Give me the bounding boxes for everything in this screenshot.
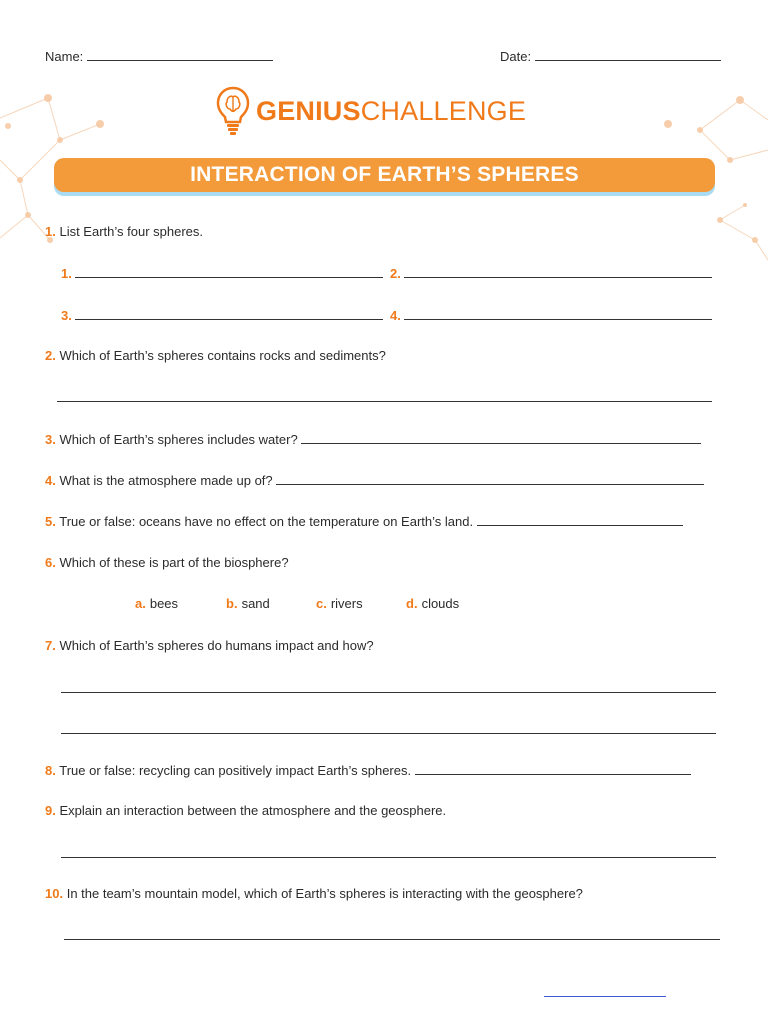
question-number: 5. [45, 514, 56, 529]
name-label: Name: [45, 49, 84, 64]
q2-answer-line[interactable] [57, 401, 712, 402]
choice-a[interactable] [135, 596, 178, 611]
answer-number: 3. [61, 308, 72, 323]
question-text: True or false: recycling can positively impact Earth’s spheres. [59, 763, 412, 778]
question-number: 9. [45, 803, 56, 818]
choice-letter: b. [226, 596, 238, 611]
date-label: Date: [500, 49, 532, 64]
question-9 [45, 803, 446, 818]
question-text: Which of these is part of the biosphere? [59, 555, 289, 570]
answer-line[interactable] [75, 307, 383, 320]
question-text: Which of Earth’s spheres do humans impact and how? [59, 638, 374, 653]
lightbulb-brain-icon [216, 86, 250, 136]
q1-answer-1[interactable] [61, 265, 383, 281]
question-number: 10. [45, 886, 64, 901]
question-1 [45, 224, 203, 239]
answer-number: 2. [390, 266, 401, 281]
q8-answer-line[interactable] [415, 762, 691, 775]
logo-text-regular: CHALLENGE [360, 95, 527, 126]
q7-answer-line-2[interactable] [61, 733, 716, 734]
question-number: 6. [45, 555, 56, 570]
q9-answer-line[interactable] [61, 857, 716, 858]
question-5 [45, 513, 683, 529]
question-number: 7. [45, 638, 56, 653]
q1-answer-2[interactable] [390, 265, 712, 281]
genius-challenge-logo [216, 86, 526, 136]
molecule-background-decoration [0, 0, 768, 300]
choice-text: rivers [330, 596, 363, 611]
title-banner [54, 158, 715, 192]
question-text: Which of Earth’s spheres contains rocks and sediments? [59, 348, 386, 363]
question-3 [45, 431, 701, 447]
question-number: 1. [45, 224, 56, 239]
name-field[interactable] [45, 48, 273, 64]
choice-text: bees [149, 596, 179, 611]
name-blank[interactable] [87, 48, 273, 61]
worksheet-title: INTERACTION OF EARTH’S SPHERES [190, 163, 579, 186]
choice-letter: d. [406, 596, 418, 611]
answer-number: 4. [390, 308, 401, 323]
answer-line[interactable] [404, 307, 712, 320]
question-7 [45, 638, 374, 653]
date-field[interactable] [500, 48, 721, 64]
question-text: In the team’s mountain model, which of Earth’s spheres is interacting with the geosphere? [66, 886, 583, 901]
choice-b[interactable] [226, 596, 270, 611]
q10-answer-line[interactable] [64, 939, 720, 940]
question-6 [45, 555, 289, 570]
answer-number: 1. [61, 266, 72, 281]
question-text: Explain an interaction between the atmosphere and the geosphere. [59, 803, 447, 818]
question-4 [45, 472, 704, 488]
answer-line[interactable] [75, 265, 383, 278]
question-text: What is the atmosphere made up of? [59, 473, 273, 488]
question-text: True or false: oceans have no effect on the temperature on Earth’s land. [59, 514, 474, 529]
q5-answer-line[interactable] [477, 513, 683, 526]
q1-answer-3[interactable] [61, 307, 383, 323]
choice-letter: a. [135, 596, 146, 611]
date-blank[interactable] [535, 48, 721, 61]
q4-answer-line[interactable] [276, 472, 704, 485]
q1-answer-4[interactable] [390, 307, 712, 323]
choice-text: sand [241, 596, 270, 611]
logo-wordmark [256, 96, 526, 127]
question-2 [45, 348, 386, 363]
question-number: 4. [45, 473, 56, 488]
choice-text: clouds [421, 596, 460, 611]
logo-text-bold: GENIUS [256, 95, 361, 126]
choice-c[interactable] [316, 596, 363, 611]
question-8 [45, 762, 691, 778]
question-number: 3. [45, 432, 56, 447]
q3-answer-line[interactable] [301, 431, 701, 444]
choice-letter: c. [316, 596, 327, 611]
choice-d[interactable] [406, 596, 459, 611]
question-10 [45, 886, 583, 901]
footer-link-underline[interactable] [544, 996, 666, 997]
question-text: List Earth’s four spheres. [59, 224, 204, 239]
answer-line[interactable] [404, 265, 712, 278]
question-text: Which of Earth’s spheres includes water? [59, 432, 298, 447]
q7-answer-line-1[interactable] [61, 692, 716, 693]
question-number: 2. [45, 348, 56, 363]
question-number: 8. [45, 763, 56, 778]
